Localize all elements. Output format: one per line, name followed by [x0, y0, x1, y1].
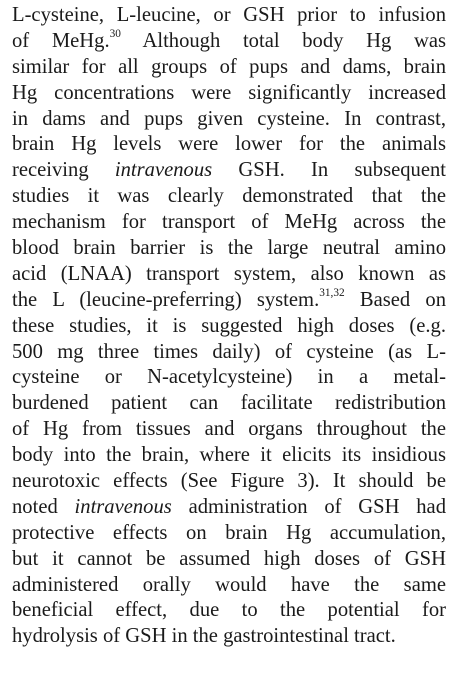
text-line: similar for all groups of pups and dams, brain	[12, 55, 446, 78]
italic-term: intravenous	[114, 159, 213, 182]
text-line: brain Hg levels were lower for the animals	[12, 133, 446, 156]
text-line: cysteine or N-acetylcysteine) in a metal-	[12, 366, 446, 389]
text-line	[12, 288, 446, 314]
text-segment: GSH. In subsequent	[212, 159, 446, 182]
text-line: beneficial effect, due to the potential for	[12, 599, 446, 622]
text-line: acid (LNAA) transport system, also known as	[12, 262, 446, 285]
text-line: protective effects on brain Hg accumulation,	[12, 521, 446, 544]
text-segment: Although total body Hg was	[120, 29, 446, 52]
text-line: Hg concentrations were significantly increased	[12, 81, 446, 104]
italic-term: intravenous	[74, 495, 172, 518]
text-line: studies it was clearly demonstrated that the	[12, 185, 446, 208]
text-line: in dams and pups given cysteine. In contrast,	[12, 107, 446, 130]
body-paragraph	[12, 3, 446, 650]
text-segment: Based on	[344, 288, 446, 311]
text-line: but it cannot be assumed high doses of GSH	[12, 547, 446, 570]
text-line: body into the brain, where it elicits its insidious	[12, 444, 446, 467]
text-line: neurotoxic effects (See Figure 3). It should be	[12, 470, 446, 493]
text-line: L-cysteine, L-leucine, or GSH prior to infusion	[12, 4, 446, 26]
text-line	[12, 29, 446, 55]
text-line: hydrolysis of GSH in the gastrointestinal tract.	[12, 625, 396, 648]
text-line	[12, 495, 446, 521]
text-segment: receiving	[12, 159, 115, 182]
text-line: blood brain barrier is the large neutral amino	[12, 237, 446, 260]
text-line: these studies, it is suggested high doses (e.g.	[12, 314, 446, 337]
citation-superscript: 30	[109, 27, 121, 40]
text-segment: of MeHg.	[12, 29, 110, 52]
citation-superscript: 31,32	[319, 286, 345, 299]
text-segment: administration of GSH had	[171, 495, 446, 518]
text-line: mechanism for transport of MeHg across the	[12, 211, 446, 234]
text-segment: the L (leucine-preferring) system.	[12, 288, 320, 311]
text-line: administered orally would have the same	[12, 573, 446, 596]
text-line: 500 mg three times daily) of cysteine (as L-	[12, 340, 446, 363]
text-line: of Hg from tissues and organs throughout the	[12, 418, 446, 441]
text-line	[12, 158, 446, 184]
text-line: burdened patient can facilitate redistribution	[12, 392, 446, 415]
text-segment: noted	[12, 495, 75, 518]
